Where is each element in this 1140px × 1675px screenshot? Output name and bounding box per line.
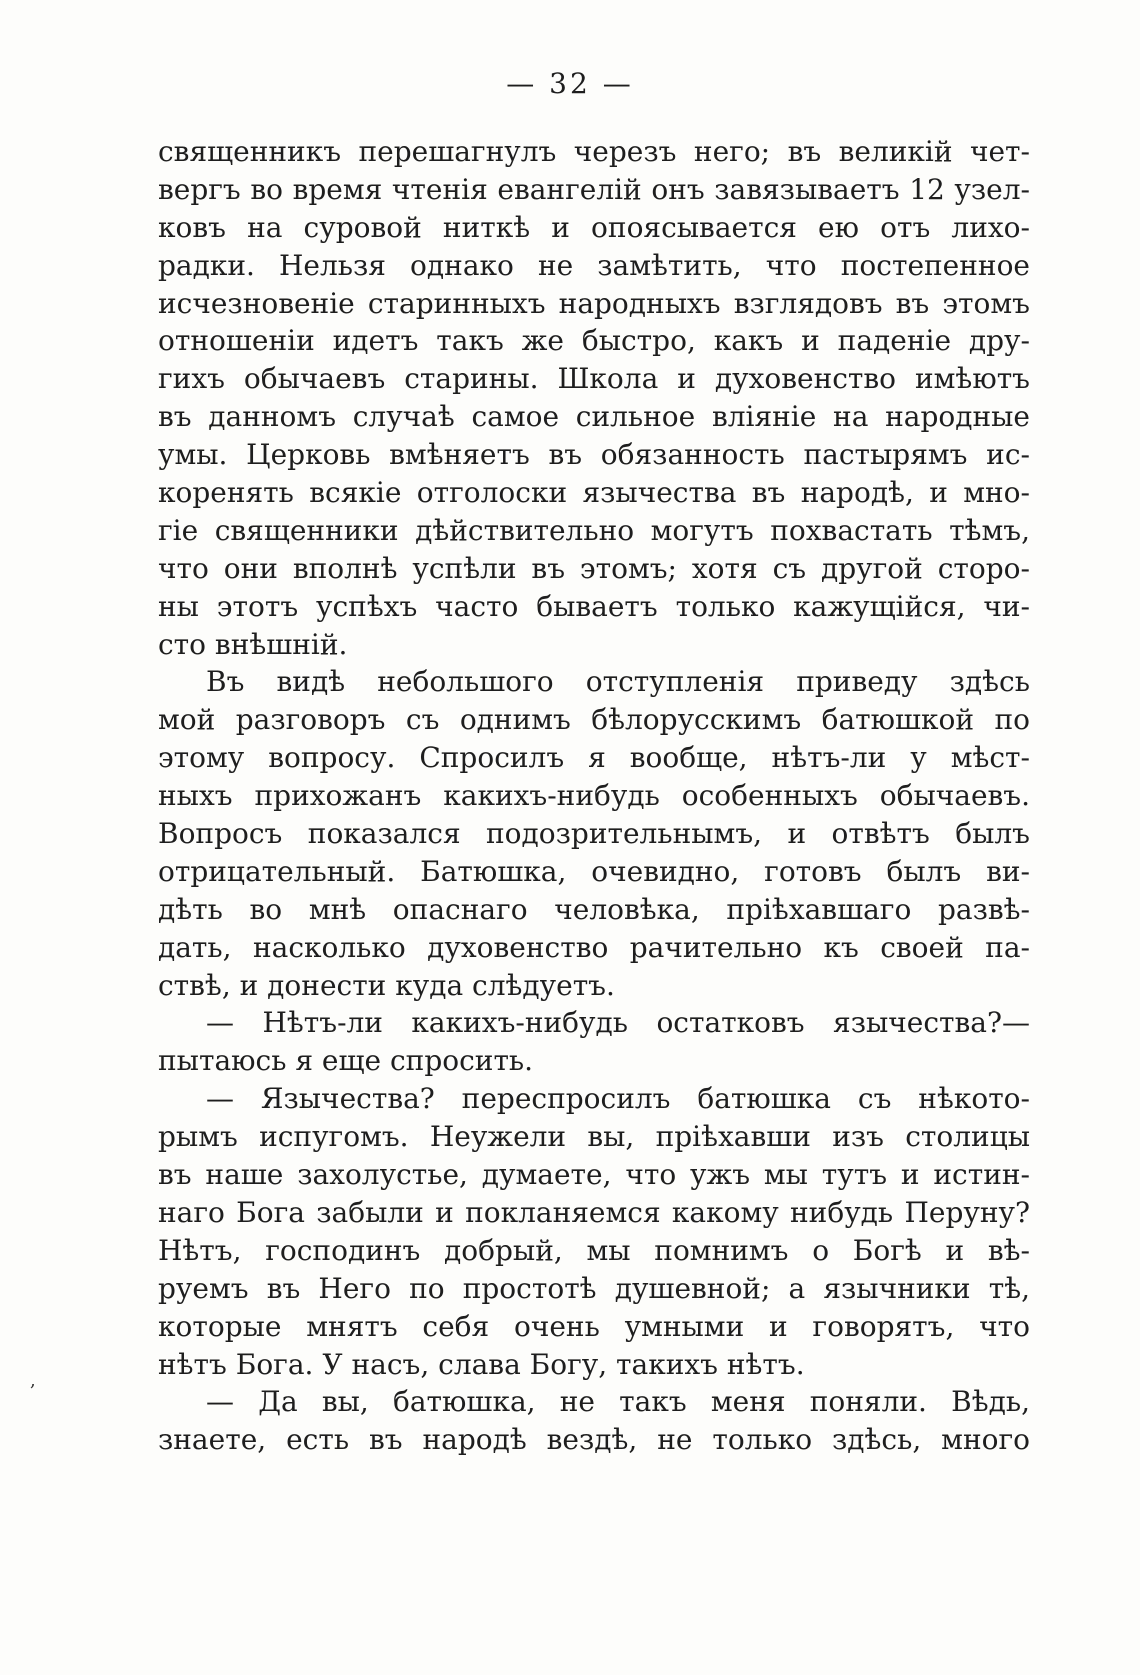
text-line: въ данномъ случаѣ самое сильное вліяніе на народные xyxy=(158,400,1030,434)
text-line: ны этотъ успѣхъ часто бываетъ только кажущійся, чи- xyxy=(158,589,1030,623)
text-line: — Нѣтъ-ли какихъ-нибудь остатковъ язычества?— xyxy=(206,1006,1030,1040)
text-line: ковъ на суровой ниткѣ и опоясывается ею отъ лихо- xyxy=(158,210,1030,244)
page-number: — 32 — xyxy=(506,67,634,100)
text-line: руемъ въ Него по простотѣ душевной; а язычники тѣ, xyxy=(158,1271,1030,1305)
text-line: священникъ перешагнулъ черезъ него; въ великій чет- xyxy=(158,135,1030,168)
text-line: Нѣтъ, господинъ добрый, мы помнимъ о Богѣ и вѣ- xyxy=(158,1233,1030,1267)
text-line: этому вопросу. Спросилъ я вообще, нѣтъ-ли у мѣст- xyxy=(158,741,1030,775)
text-line: которые мнятъ себя очень умными и говорятъ, что xyxy=(158,1309,1030,1343)
text-line: — Да вы, батюшка, не такъ меня поняли. Вѣдь, xyxy=(206,1385,1030,1419)
text-line: рымъ испугомъ. Неужели вы, пріѣхавши изъ столицы xyxy=(158,1120,1030,1154)
text-line: — Язычества? переспросилъ батюшка съ нѣкото- xyxy=(206,1082,1030,1116)
text-line: въ наше захолустье, думаете, что ужъ мы тутъ и истин- xyxy=(158,1158,1030,1192)
text-line: дать, насколько духовенство рачительно къ своей па- xyxy=(158,930,1030,964)
text-line: вергъ во время чтенія евангелій онъ завязываетъ 12 узел- xyxy=(158,172,1030,206)
text-line: знаете, есть въ народѣ вездѣ, не только здѣсь, много xyxy=(158,1423,1030,1457)
margin-mark: , xyxy=(30,1370,36,1391)
body-text xyxy=(158,133,1030,1459)
text-line: гихъ обычаевъ старины. Школа и духовенство имѣютъ xyxy=(158,362,1030,396)
text-line: умы. Церковь вмѣняетъ въ обязанность пастырямъ ис- xyxy=(158,438,1030,472)
text-line: исчезновеніе старинныхъ народныхъ взглядовъ въ этомъ xyxy=(158,286,1030,320)
text-line: наго Бога забыли и покланяемся какому нибудь Перуну? xyxy=(158,1195,1030,1229)
text-line: ствѣ, и донести куда слѣдуетъ. xyxy=(158,968,615,1002)
text-line: Въ видѣ небольшого отступленія приведу здѣсь xyxy=(206,665,1030,699)
text-line: пытаюсь я еще спросить. xyxy=(158,1044,534,1078)
text-line: радки. Нельзя однако не замѣтить, что постепенное xyxy=(158,248,1030,282)
text-line: мой разговоръ съ однимъ бѣлорусскимъ батюшкой по xyxy=(158,703,1030,737)
text-line: ныхъ прихожанъ какихъ-нибудь особенныхъ обычаевъ. xyxy=(158,779,1030,813)
text-line: нѣтъ Бога. У насъ, слава Богу, такихъ нѣтъ. xyxy=(158,1347,805,1381)
text-line: отрицательный. Батюшка, очевидно, готовъ былъ ви- xyxy=(158,854,1030,888)
text-line: отношеніи идетъ такъ же быстро, какъ и паденіе дру- xyxy=(158,324,1030,358)
text-line: дѣть во мнѣ опаснаго человѣка, пріѣхавшаго развѣ- xyxy=(158,892,1030,926)
text-line: коренять всякіе отголоски язычества въ народѣ, и мно- xyxy=(158,476,1030,510)
text-line: гіе священники дѣйствительно могутъ похвастать тѣмъ, xyxy=(158,513,1030,547)
text-line: Вопросъ показался подозрительнымъ, и отвѣтъ былъ xyxy=(158,817,1030,851)
text-line: сто внѣшній. xyxy=(158,627,348,661)
text-line: что они вполнѣ успѣли въ этомъ; хотя съ другой сторо- xyxy=(158,551,1030,585)
